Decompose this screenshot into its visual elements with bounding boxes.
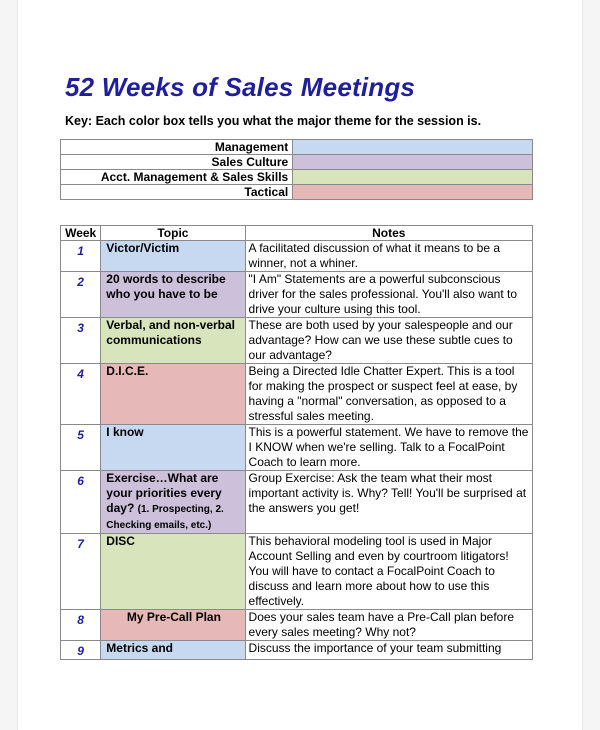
table-header-row xyxy=(61,226,533,241)
topic-text: Metrics and xyxy=(106,641,173,655)
table-row xyxy=(61,471,533,534)
table-row xyxy=(61,272,533,318)
week-number: 1 xyxy=(61,241,101,272)
week-number: 6 xyxy=(61,471,101,534)
key-row xyxy=(61,140,533,155)
table-row xyxy=(61,241,533,272)
key-label: Management xyxy=(61,140,293,155)
table-row xyxy=(61,610,533,641)
week-number: 8 xyxy=(61,610,101,641)
week-number: 4 xyxy=(61,364,101,425)
topic-text: 20 words to describe who you have to be xyxy=(106,272,226,301)
week-number: 9 xyxy=(61,641,101,660)
topic-cell xyxy=(101,318,245,364)
document-page xyxy=(18,0,582,730)
page-title: 52 Weeks of Sales Meetings xyxy=(65,72,416,102)
notes-cell: Does your sales team have a Pre-Call plan before every sales meeting? Why not? xyxy=(245,610,532,641)
table-row xyxy=(61,364,533,425)
notes-cell: These are both used by your salespeople and our advantage? How can we use these subtle cues to our advantage? xyxy=(245,318,532,364)
key-row xyxy=(61,155,533,170)
topic-cell xyxy=(101,471,245,534)
topic-cell xyxy=(101,272,245,318)
topic-text: DISC xyxy=(106,534,135,548)
header-week: Week xyxy=(61,226,101,241)
topic-text: I know xyxy=(106,425,144,439)
notes-cell: Group Exercise: Ask the team what their most important activity is. Why? Tell! You'll be surprised at the answers you get! xyxy=(245,471,532,534)
notes-cell: This behavioral modeling tool is used in Major Account Selling and even by courtroom litigators! You will have to contact a FocalPoint Coach to discuss and learn more about how to use this effectively. xyxy=(245,534,532,610)
theme-key-table xyxy=(60,139,533,200)
topic-text: Exercise…What are your priorities every day? xyxy=(106,471,222,515)
notes-cell: Discuss the importance of your team submitting xyxy=(245,641,532,660)
topic-text: Victor/Victim xyxy=(106,241,180,255)
header-notes: Notes xyxy=(245,226,532,241)
key-row xyxy=(61,170,533,185)
key-row xyxy=(61,185,533,200)
topic-subtext: (1. Prospecting, 2. Checking emails, etc.) xyxy=(106,504,224,531)
notes-cell: Being a Directed Idle Chatter Expert. This is a tool for making the prospect or suspect feel at ease, by having a "normal" conversation, as opposed to a stressful sales meeting. xyxy=(245,364,532,425)
header-topic: Topic xyxy=(101,226,245,241)
topic-cell xyxy=(101,425,245,471)
key-label: Acct. Management & Sales Skills xyxy=(61,170,293,185)
key-label: Sales Culture xyxy=(61,155,293,170)
topic-cell xyxy=(101,641,245,660)
week-number: 5 xyxy=(61,425,101,471)
topic-text: D.I.C.E. xyxy=(106,364,149,378)
notes-cell: This is a powerful statement. We have to remove the I KNOW when we're selling. Talk to a FocalPoint Coach to learn more. xyxy=(245,425,532,471)
notes-cell: A facilitated discussion of what it means to be a winner, not a whiner. xyxy=(245,241,532,272)
notes-cell: "I Am" Statements are a powerful subconscious driver for the sales professional. You'll also want to drive your culture using this tool. xyxy=(245,272,532,318)
week-number: 7 xyxy=(61,534,101,610)
week-number: 2 xyxy=(61,272,101,318)
week-number: 3 xyxy=(61,318,101,364)
key-label: Tactical xyxy=(61,185,293,200)
meetings-table xyxy=(60,225,533,660)
key-color-swatch xyxy=(293,155,533,170)
topic-cell xyxy=(101,364,245,425)
key-description: Key: Each color box tells you what the major theme for the session is. xyxy=(65,114,482,128)
table-row xyxy=(61,425,533,471)
topic-cell xyxy=(101,610,245,641)
topic-cell xyxy=(101,534,245,610)
key-color-swatch xyxy=(293,170,533,185)
topic-text: My Pre-Call Plan xyxy=(126,610,221,624)
table-row xyxy=(61,534,533,610)
topic-text: Verbal, and non-verbal communications xyxy=(106,318,235,347)
topic-cell xyxy=(101,241,245,272)
table-row xyxy=(61,318,533,364)
key-color-swatch xyxy=(293,140,533,155)
table-row xyxy=(61,641,533,660)
key-color-swatch xyxy=(293,185,533,200)
